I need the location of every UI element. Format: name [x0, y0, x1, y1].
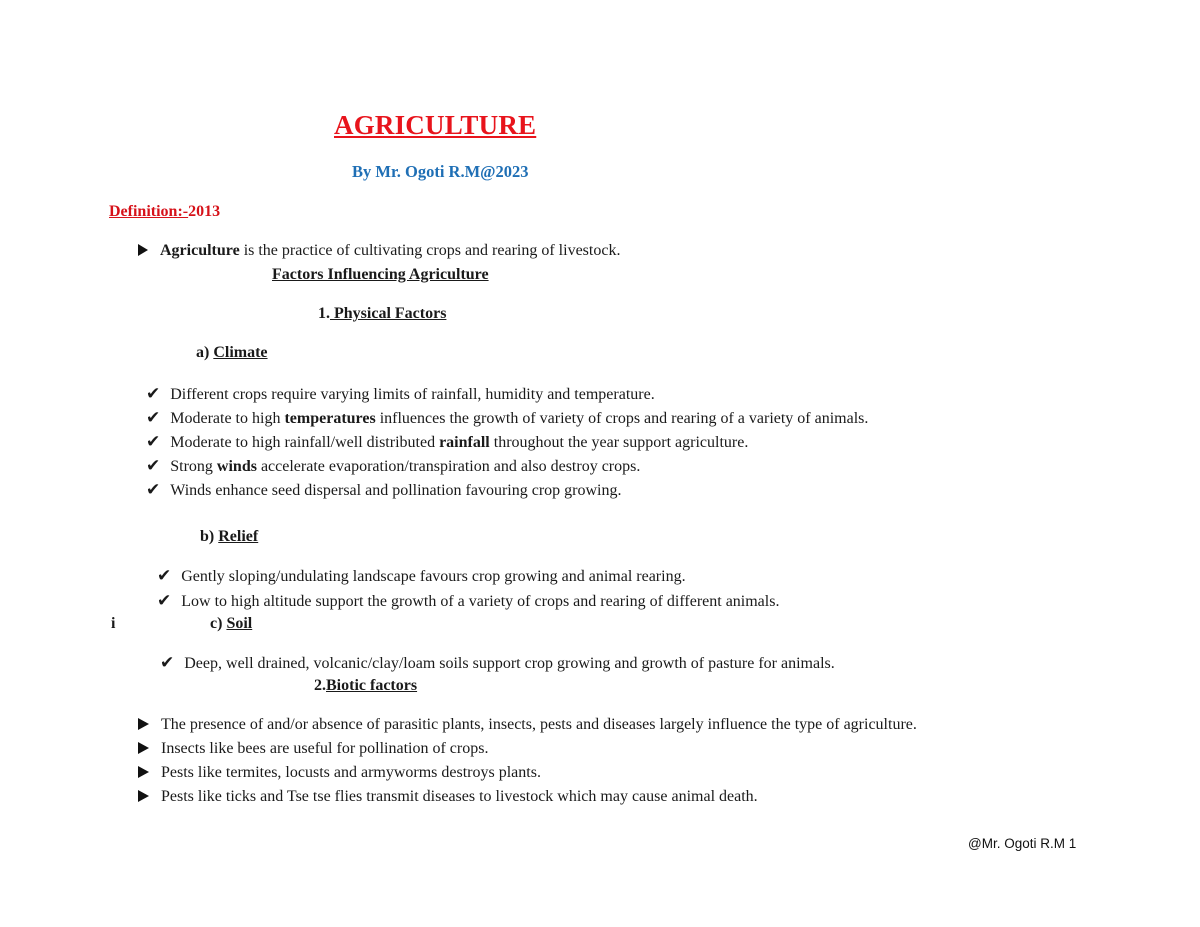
climate-item: [146, 408, 868, 428]
climate-item: [146, 456, 640, 476]
climate-item: [146, 480, 621, 500]
climate-prefix: a): [196, 344, 214, 361]
definition-heading: [109, 203, 220, 221]
page-footer: @Mr. Ogoti R.M 1: [968, 836, 1077, 851]
factors-heading: [272, 266, 489, 284]
biotic-label: Biotic factors: [326, 677, 418, 694]
relief-prefix: b): [200, 528, 219, 545]
relief-item: [157, 591, 779, 611]
item-text: Moderate to high: [170, 410, 285, 427]
arrow-bullet-icon: [138, 742, 149, 754]
item-text: accelerate evaporation/transpiration and also destroy crops.: [256, 458, 641, 475]
item-bold: temperatures: [284, 410, 376, 427]
factors-heading-text: Factors Influencing Agriculture: [272, 266, 489, 283]
relief-heading: [200, 528, 258, 546]
item-bold: winds: [216, 458, 257, 475]
item-text: Insects like bees are useful for pollination of crops.: [161, 740, 489, 757]
intro-definition: [138, 242, 620, 260]
checkmark-icon: ✔: [146, 408, 161, 428]
climate-item: [146, 432, 748, 452]
definition-label: Definition:-: [109, 203, 189, 220]
biotic-heading: [314, 677, 417, 695]
item-text: Low to high altitude support the growth of a variety of crops and rearing of different animals.: [181, 593, 780, 610]
checkmark-icon: ✔: [146, 456, 161, 476]
item-bold: rainfall: [439, 434, 490, 451]
checkmark-icon: ✔: [157, 566, 172, 586]
definition-year: 2013: [188, 203, 221, 220]
arrow-bullet-icon: [138, 244, 148, 256]
item-text: Pests like ticks and Tse tse flies transmit diseases to livestock which may cause animal death.: [161, 788, 758, 805]
checkmark-icon: ✔: [160, 653, 175, 673]
checkmark-icon: ✔: [157, 591, 172, 611]
item-text: throughout the year support agriculture.: [489, 434, 749, 451]
physical-factors-heading: [318, 305, 446, 323]
biotic-item: [138, 788, 758, 806]
item-text: The presence of and/or absence of parasitic plants, insects, pests and diseases largely influence the type of agriculture.: [161, 716, 917, 733]
checkmark-icon: ✔: [146, 432, 161, 452]
item-text: influences the growth of variety of crops and rearing of a variety of animals.: [375, 410, 869, 427]
item-text: Gently sloping/undulating landscape favours crop growing and animal rearing.: [181, 568, 686, 585]
biotic-item: [138, 740, 488, 758]
arrow-bullet-icon: [138, 718, 149, 730]
climate-item: [146, 384, 655, 404]
climate-heading: [196, 344, 268, 362]
checkmark-icon: ✔: [146, 384, 161, 404]
arrow-bullet-icon: [138, 790, 149, 802]
physical-label: Physical Factors: [330, 305, 447, 322]
soil-label: Soil: [226, 615, 253, 632]
item-text: Strong: [170, 458, 217, 475]
intro-term: Agriculture: [160, 242, 240, 259]
relief-label: Relief: [218, 528, 259, 545]
soil-heading: [210, 615, 252, 633]
item-text: Different crops require varying limits of rainfall, humidity and temperature.: [170, 386, 655, 403]
biotic-item: [138, 764, 541, 782]
soil-prefix: c): [210, 615, 227, 632]
arrow-bullet-icon: [138, 766, 149, 778]
author-byline: By Mr. Ogoti R.M@2023: [352, 162, 529, 181]
soil-item: [160, 653, 835, 673]
stray-character: i: [111, 615, 116, 632]
intro-text: is the practice of cultivating crops and rearing of livestock.: [239, 242, 621, 259]
biotic-number: 2.: [314, 677, 326, 694]
checkmark-icon: ✔: [146, 480, 161, 500]
item-text: Deep, well drained, volcanic/clay/loam soils support crop growing and growth of pasture for animals.: [184, 655, 835, 672]
physical-number: 1.: [318, 305, 330, 322]
climate-label: Climate: [213, 344, 268, 361]
item-text: Winds enhance seed dispersal and pollination favouring crop growing.: [170, 482, 622, 499]
document-title: AGRICULTURE: [334, 110, 537, 140]
relief-item: [157, 566, 686, 586]
biotic-item: [138, 716, 917, 734]
item-text: Pests like termites, locusts and armyworms destroys plants.: [161, 764, 541, 781]
item-text: Moderate to high rainfall/well distributed: [170, 434, 440, 451]
